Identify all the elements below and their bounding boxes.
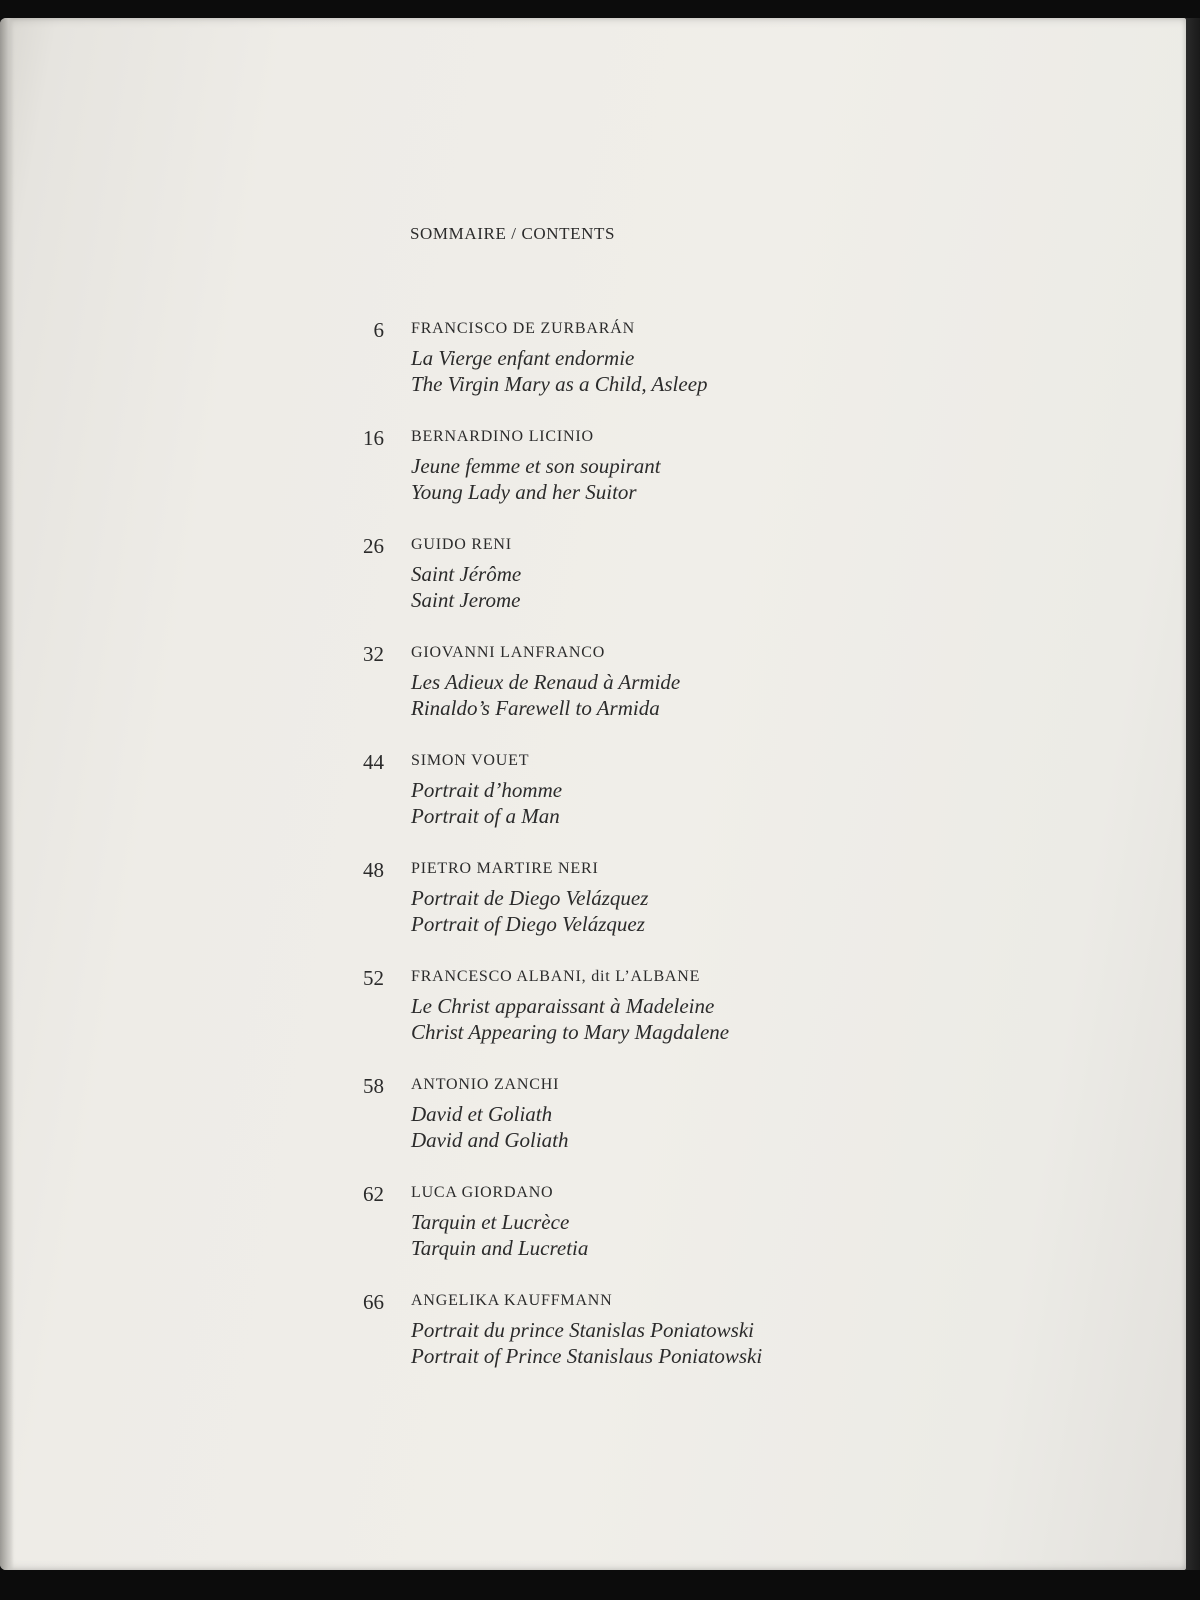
- entry-page-number: 62: [363, 1182, 384, 1206]
- entry-title-french: Portrait du prince Stanislas Poniatowski: [411, 1318, 755, 1342]
- entry-title-english: Portrait of a Man: [411, 804, 560, 828]
- entry-artist: SIMON VOUET: [411, 752, 530, 769]
- entry-title-english: Young Lady and her Suitor: [411, 480, 637, 504]
- entry-artist: BERNARDINO LICINIO: [411, 428, 594, 445]
- contents-entry: [0, 966, 1186, 1066]
- entry-page-number: 66: [363, 1290, 384, 1314]
- entry-title-french: Les Adieux de Renaud à Armide: [411, 670, 681, 694]
- contents-entry: [0, 534, 1186, 634]
- entry-artist: LUCA GIORDANO: [411, 1184, 554, 1201]
- page-edge-shadow: [1186, 18, 1200, 1570]
- entry-title-english: Portrait of Prince Stanislaus Poniatowski: [411, 1344, 763, 1368]
- entry-artist: ANTONIO ZANCHI: [411, 1076, 560, 1093]
- entry-page-number: 6: [373, 318, 384, 342]
- contents-entry: [0, 318, 1186, 418]
- entry-page-number: 58: [363, 1074, 384, 1098]
- entry-title-french: Jeune femme et son soupirant: [411, 454, 661, 478]
- entry-title-french: La Vierge enfant endormie: [411, 346, 635, 370]
- contents-entry: [0, 642, 1186, 742]
- entry-title-english: Portrait of Diego Velázquez: [411, 912, 645, 936]
- entry-title-english: Saint Jerome: [411, 588, 521, 612]
- entry-page-number: 26: [363, 534, 384, 558]
- contents-entry: [0, 858, 1186, 958]
- entry-title-french: Tarquin et Lucrèce: [411, 1210, 570, 1234]
- entry-artist: FRANCESCO ALBANI, dit L’ALBANE: [411, 968, 701, 985]
- contents-entry: [0, 1074, 1186, 1174]
- contents-entry: [0, 1182, 1186, 1282]
- entry-title-french: Portrait de Diego Velázquez: [411, 886, 649, 910]
- contents-entry: [0, 426, 1186, 526]
- entry-page-number: 52: [363, 966, 384, 990]
- entry-title-french: Le Christ apparaissant à Madeleine: [411, 994, 715, 1018]
- entry-artist: ANGELIKA KAUFFMANN: [411, 1292, 613, 1309]
- entry-artist: GUIDO RENI: [411, 536, 512, 553]
- entry-title-french: Portrait d’homme: [411, 778, 563, 802]
- contents-entry: [0, 1290, 1186, 1390]
- entry-title-english: Rinaldo’s Farewell to Armida: [411, 696, 660, 720]
- entry-page-number: 44: [363, 750, 384, 774]
- contents-entry: [0, 750, 1186, 850]
- entry-page-number: 16: [363, 426, 384, 450]
- entry-title-english: Christ Appearing to Mary Magdalene: [411, 1020, 730, 1044]
- entry-page-number: 32: [363, 642, 384, 666]
- contents-heading: SOMMAIRE / CONTENTS: [410, 224, 616, 243]
- book-page: [0, 18, 1186, 1570]
- entry-page-number: 48: [363, 858, 384, 882]
- entry-title-english: Tarquin and Lucretia: [411, 1236, 589, 1260]
- entry-title-french: David et Goliath: [411, 1102, 553, 1126]
- contents-list: [0, 18, 1186, 1570]
- entry-title-french: Saint Jérôme: [411, 562, 522, 586]
- entry-title-english: David and Goliath: [411, 1128, 569, 1152]
- entry-artist: FRANCISCO DE ZURBARÁN: [411, 320, 635, 337]
- entry-artist: GIOVANNI LANFRANCO: [411, 644, 606, 661]
- entry-title-english: The Virgin Mary as a Child, Asleep: [411, 372, 708, 396]
- entry-artist: PIETRO MARTIRE NERI: [411, 860, 599, 877]
